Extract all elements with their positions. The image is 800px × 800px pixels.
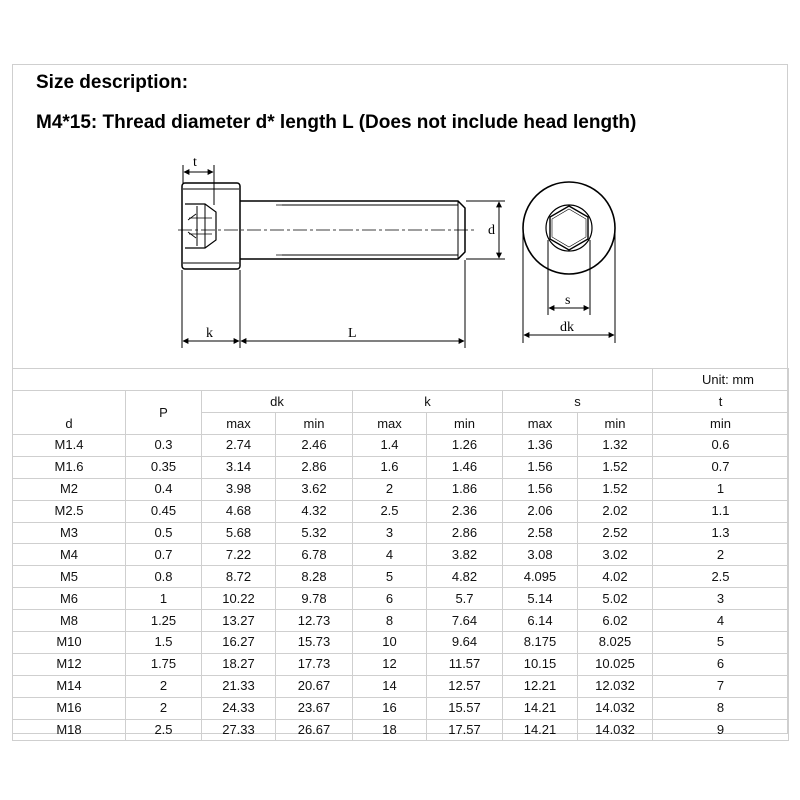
table-cell: 2 [126, 675, 202, 697]
table-row [13, 632, 789, 654]
label-t: t [193, 155, 197, 170]
table-cell: 14.21 [503, 719, 578, 741]
table-cell: 18 [353, 719, 427, 741]
table-cell: 0.35 [126, 456, 202, 478]
table-cell: M2.5 [13, 500, 126, 522]
table-cell: 12.73 [276, 610, 353, 632]
table-cell: 2 [126, 697, 202, 719]
table-cell: 4.82 [427, 566, 503, 588]
table-cell: 0.5 [126, 522, 202, 544]
section-title: Size description: [36, 72, 189, 93]
table-cell: 2.46 [276, 435, 353, 457]
table-cell: 6.14 [503, 610, 578, 632]
table-row [13, 588, 789, 610]
table-cell: 1.26 [427, 435, 503, 457]
table-cell: M3 [13, 522, 126, 544]
table-cell: 21.33 [202, 675, 276, 697]
table-cell: 10.025 [578, 653, 653, 675]
table-cell: 24.33 [202, 697, 276, 719]
table-cell: 5.02 [578, 588, 653, 610]
table-cell: 10.22 [202, 588, 276, 610]
table-cell: 1.6 [353, 456, 427, 478]
table-cell: 6 [353, 588, 427, 610]
label-k: k [206, 326, 213, 341]
label-L: L [348, 326, 357, 341]
table-cell: 9 [653, 719, 789, 741]
table-cell: 3.02 [578, 544, 653, 566]
table-cell: 17.57 [427, 719, 503, 741]
table-cell: 6.78 [276, 544, 353, 566]
table-cell: 5 [653, 632, 789, 654]
table-cell: 4.095 [503, 566, 578, 588]
header-t: t [653, 391, 789, 413]
table-cell: 26.67 [276, 719, 353, 741]
table-cell: 8.28 [276, 566, 353, 588]
table-cell: 14.032 [578, 719, 653, 741]
table-row [13, 544, 789, 566]
table-row [13, 435, 789, 457]
table-cell: 0.4 [126, 478, 202, 500]
table-cell: M6 [13, 588, 126, 610]
label-s: s [565, 293, 571, 308]
table-cell: 0.7 [653, 456, 789, 478]
bolt-diagram [0, 0, 800, 370]
table-cell: 2.02 [578, 500, 653, 522]
table-cell: 3 [353, 522, 427, 544]
table-cell: 1.32 [578, 435, 653, 457]
table-cell: 2.58 [503, 522, 578, 544]
table-cell: 2 [653, 544, 789, 566]
table-cell: 2.06 [503, 500, 578, 522]
table-row [13, 610, 789, 632]
table-cell: 1.52 [578, 478, 653, 500]
table-cell: 1.56 [503, 456, 578, 478]
label-d: d [488, 223, 495, 238]
table-cell: M16 [13, 697, 126, 719]
table-cell: 16 [353, 697, 427, 719]
table-cell: 3.82 [427, 544, 503, 566]
table-cell: 15.73 [276, 632, 353, 654]
table-cell: 2.74 [202, 435, 276, 457]
header-dk: dk [202, 391, 353, 413]
dim-k-L [182, 260, 465, 348]
table-cell: M4 [13, 544, 126, 566]
table-cell: 18.27 [202, 653, 276, 675]
table-cell: 5.68 [202, 522, 276, 544]
header-dk-min: min [276, 413, 353, 435]
table-cell: M5 [13, 566, 126, 588]
table-cell: 2.5 [653, 566, 789, 588]
table-cell: 1.3 [653, 522, 789, 544]
table-cell: 20.67 [276, 675, 353, 697]
bolt-top-view [523, 182, 615, 274]
hex-socket [550, 206, 588, 250]
table-cell: 6 [653, 653, 789, 675]
table-cell: 8.175 [503, 632, 578, 654]
table-cell: M10 [13, 632, 126, 654]
header-t-min: min [653, 413, 789, 435]
table-cell: 1.56 [503, 478, 578, 500]
header-dk-max: max [202, 413, 276, 435]
table-cell: 0.6 [653, 435, 789, 457]
table-cell: M2 [13, 478, 126, 500]
table-cell: 2.86 [276, 456, 353, 478]
table-cell: 3.14 [202, 456, 276, 478]
table-cell: 1.36 [503, 435, 578, 457]
table-row [13, 719, 789, 741]
table-cell: 5.7 [427, 588, 503, 610]
header-k-min: min [427, 413, 503, 435]
table-cell: 11.57 [427, 653, 503, 675]
table-cell: 3 [653, 588, 789, 610]
unit-label: Unit: mm [653, 369, 789, 391]
table-cell: 6.02 [578, 610, 653, 632]
header-s-min: min [578, 413, 653, 435]
table-cell: 0.3 [126, 435, 202, 457]
table-cell: 9.78 [276, 588, 353, 610]
table-cell: 12.21 [503, 675, 578, 697]
table-cell: 4 [653, 610, 789, 632]
table-cell: 9.64 [427, 632, 503, 654]
table-row [13, 500, 789, 522]
table-row [13, 522, 789, 544]
table-cell: 1.5 [126, 632, 202, 654]
table-cell: 4.32 [276, 500, 353, 522]
table-cell: 4 [353, 544, 427, 566]
table-cell: 23.67 [276, 697, 353, 719]
bolt-side-view [178, 183, 475, 269]
table-cell: 0.45 [126, 500, 202, 522]
table-row [13, 566, 789, 588]
table-row [13, 697, 789, 719]
header-k-max: max [353, 413, 427, 435]
table-cell: 2.5 [353, 500, 427, 522]
table-cell: 5.32 [276, 522, 353, 544]
table-cell: 2.86 [427, 522, 503, 544]
table-cell: 27.33 [202, 719, 276, 741]
table-cell: 7.22 [202, 544, 276, 566]
table-cell: 8 [653, 697, 789, 719]
table-cell: 10.15 [503, 653, 578, 675]
table-cell: M14 [13, 675, 126, 697]
table-cell: 17.73 [276, 653, 353, 675]
table-cell: 15.57 [427, 697, 503, 719]
dim-t [183, 165, 214, 205]
table-cell: 8 [353, 610, 427, 632]
table-cell: 7.64 [427, 610, 503, 632]
table-row [13, 456, 789, 478]
table-cell: 1.1 [653, 500, 789, 522]
table-cell: 4.02 [578, 566, 653, 588]
table-cell: M1.4 [13, 435, 126, 457]
table-row [13, 478, 789, 500]
table-cell: 5 [353, 566, 427, 588]
table-cell: M12 [13, 653, 126, 675]
table-cell: 3.98 [202, 478, 276, 500]
head-circle [523, 182, 615, 274]
table-cell: 3.08 [503, 544, 578, 566]
header-s: s [503, 391, 653, 413]
table-cell: M8 [13, 610, 126, 632]
table-cell: 2.36 [427, 500, 503, 522]
table-cell: 14 [353, 675, 427, 697]
table-cell: 1.75 [126, 653, 202, 675]
table-cell: 12.032 [578, 675, 653, 697]
table-cell: 8.025 [578, 632, 653, 654]
table-cell: 7 [653, 675, 789, 697]
table-cell: 8.72 [202, 566, 276, 588]
table-cell: 10 [353, 632, 427, 654]
table-cell: 1 [126, 588, 202, 610]
table-cell: 2.5 [126, 719, 202, 741]
bolt-head [182, 183, 240, 269]
table-cell: 2 [353, 478, 427, 500]
table-cell: M18 [13, 719, 126, 741]
table-cell: 14.032 [578, 697, 653, 719]
header-k: k [353, 391, 503, 413]
label-dk: dk [560, 320, 574, 335]
table-cell: 2.52 [578, 522, 653, 544]
header-p: P [126, 391, 202, 435]
table-cell: 0.8 [126, 566, 202, 588]
table-cell: M1.6 [13, 456, 126, 478]
table-cell: 14.21 [503, 697, 578, 719]
dimension-table [12, 368, 789, 741]
table-row [13, 653, 789, 675]
table-cell: 1.4 [353, 435, 427, 457]
table-cell: 1.86 [427, 478, 503, 500]
table-cell: 16.27 [202, 632, 276, 654]
table-cell: 0.7 [126, 544, 202, 566]
header-d: d [13, 391, 126, 435]
size-description: M4*15: Thread diameter d* length L (Does not include head length) [36, 112, 637, 133]
table-cell: 1.52 [578, 456, 653, 478]
table-row [13, 675, 789, 697]
table-cell: 1.46 [427, 456, 503, 478]
header-s-max: max [503, 413, 578, 435]
table-cell: 12.57 [427, 675, 503, 697]
table-cell: 12 [353, 653, 427, 675]
table-cell: 3.62 [276, 478, 353, 500]
table-cell: 1.25 [126, 610, 202, 632]
table-cell: 13.27 [202, 610, 276, 632]
table-cell: 5.14 [503, 588, 578, 610]
table-cell: 1 [653, 478, 789, 500]
table-cell: 4.68 [202, 500, 276, 522]
